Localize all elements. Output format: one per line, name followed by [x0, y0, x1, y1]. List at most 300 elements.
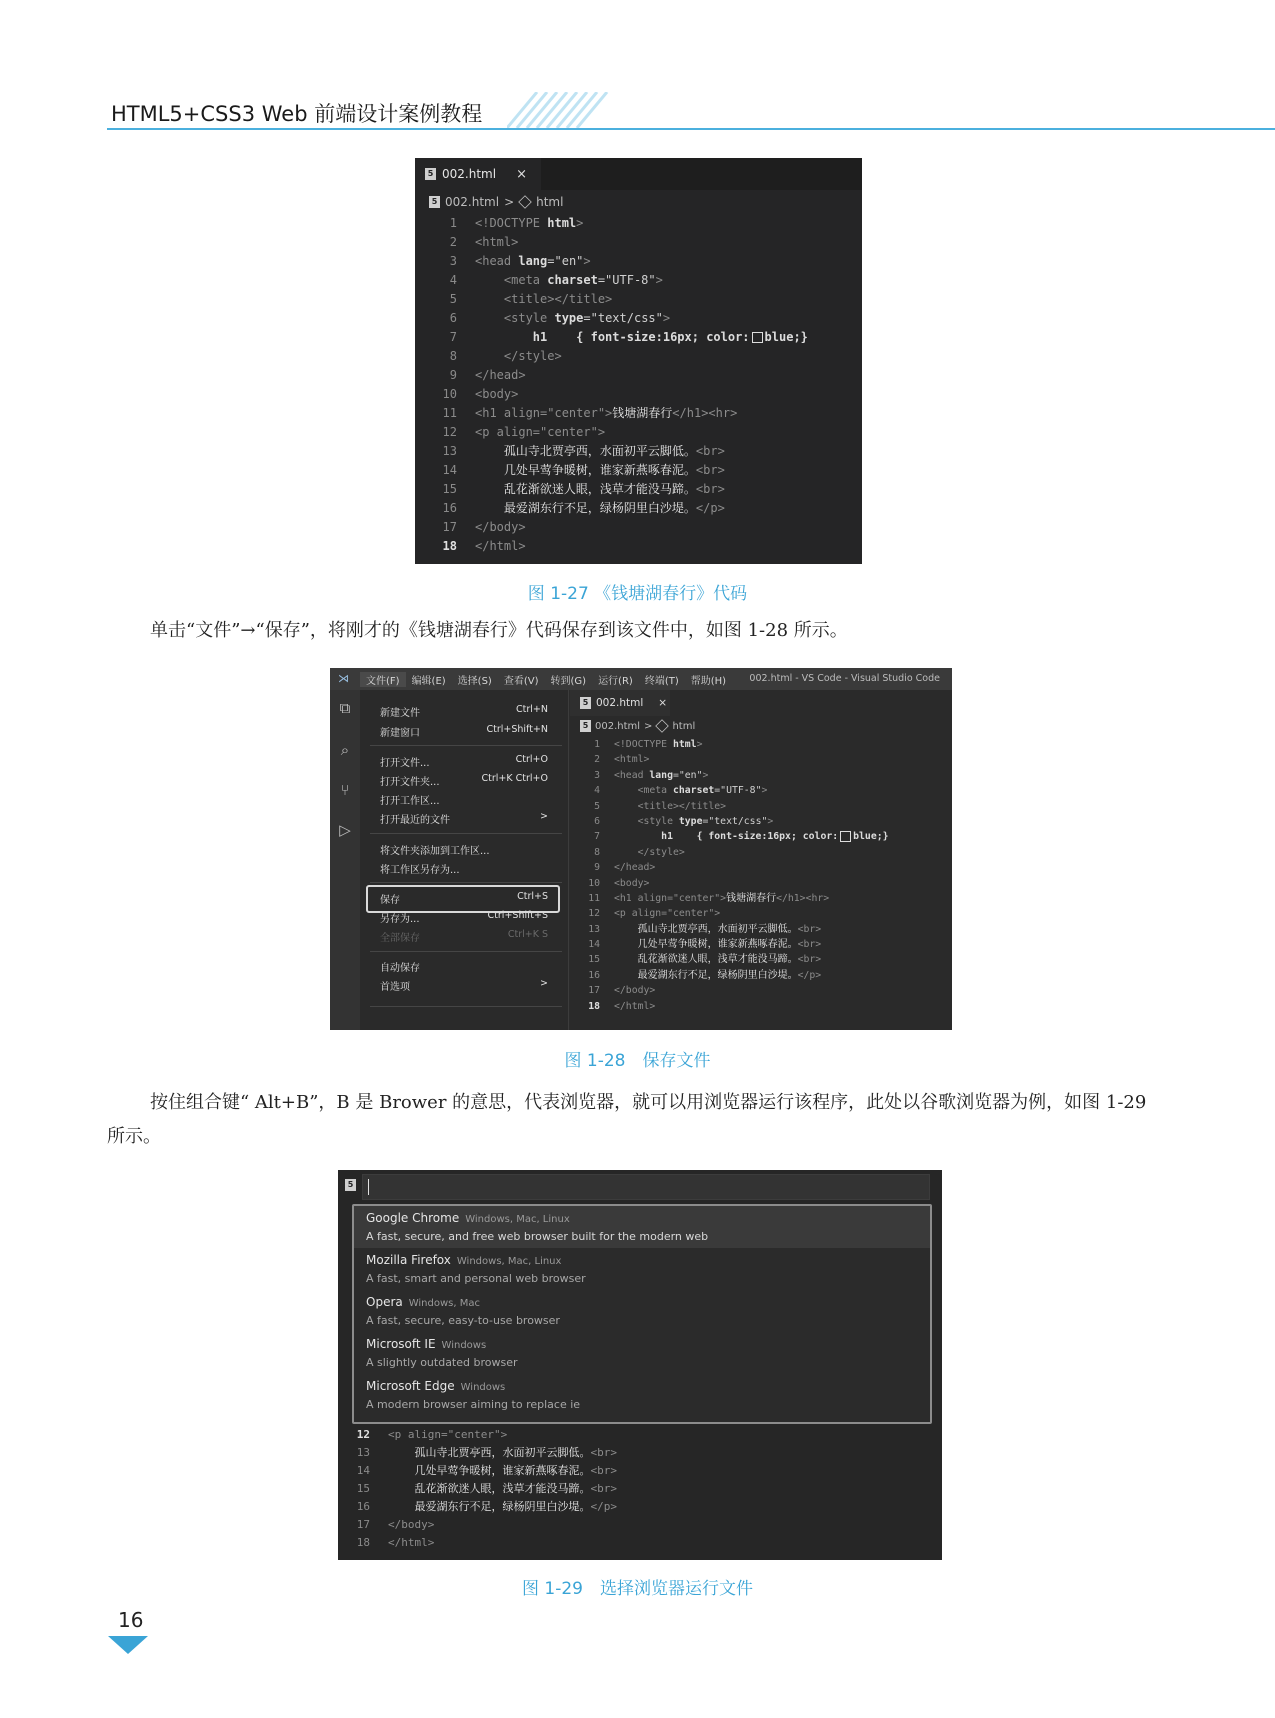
line-number: 15 — [442, 482, 457, 496]
menu-item-label: 新建文件 — [380, 708, 420, 719]
code-lines[interactable] — [570, 737, 889, 1014]
line-number: 16 — [356, 1500, 370, 1513]
code-line[interactable] — [415, 518, 862, 537]
menu-item-label: 全部保存 — [380, 933, 420, 944]
browser-name-text: Microsoft Edge — [366, 1379, 455, 1393]
code-line[interactable] — [415, 423, 862, 442]
code-line[interactable] — [570, 768, 889, 783]
browser-platforms: Windows, Mac, Linux — [456, 1256, 562, 1267]
browser-platforms: Windows — [441, 1340, 487, 1351]
file-menu-item[interactable] — [380, 959, 560, 979]
code-token: ="text/css" — [583, 311, 663, 325]
code-token: lang — [518, 254, 548, 268]
file-menu-item[interactable] — [380, 910, 560, 930]
header-rule — [107, 128, 1275, 130]
menu-item-shortcut: > — [540, 811, 548, 822]
code-lines[interactable] — [415, 214, 862, 556]
line-number: 15 — [588, 954, 600, 966]
browser-description: A fast, smart and personal web browser — [366, 1272, 586, 1285]
menu-item-shortcut: Ctrl+O — [515, 754, 548, 765]
line-number: 7 — [594, 831, 600, 843]
code-token: </style> — [475, 349, 562, 363]
editor-tabbar — [415, 158, 862, 190]
code-token: > — [696, 739, 703, 750]
browser-description: A slightly outdated browser — [366, 1356, 518, 1369]
code-token: html — [547, 216, 577, 230]
code-line[interactable] — [415, 480, 862, 499]
vscode-logo-icon: ⋊ — [338, 672, 349, 685]
code-token — [388, 1464, 415, 1477]
code-line[interactable] — [570, 922, 889, 937]
line-number: 14 — [356, 1464, 370, 1477]
vs-editor — [570, 690, 952, 1030]
code-token: type — [678, 815, 703, 827]
close-icon[interactable]: × — [658, 697, 668, 709]
line-number: 15 — [356, 1482, 370, 1495]
line-number: 11 — [442, 406, 457, 420]
menu-item-shortcut: Ctrl+K Ctrl+O — [481, 773, 548, 784]
code-token: > — [702, 769, 709, 781]
code-token: > — [655, 273, 663, 287]
browser-picker-window — [338, 1170, 942, 1560]
code-token: </style> — [614, 846, 685, 858]
code-line[interactable] — [415, 385, 862, 404]
file-menu-item[interactable] — [380, 929, 560, 949]
editor-tab[interactable] — [570, 690, 670, 716]
code-line[interactable] — [570, 737, 889, 752]
body-paragraph-2: 按住组合键“ Alt+B”，B 是 Brower 的意思，代表浏览器，就可以用浏览器运行该程序，此处以谷歌浏览器为例，如图 1-29 所示。 — [107, 1092, 1147, 1147]
code-line[interactable] — [415, 290, 862, 309]
color-swatch-icon — [752, 332, 763, 343]
code-token: <title></title> — [614, 800, 727, 812]
menubar-item[interactable]: 编辑(E) — [411, 675, 446, 687]
line-number: 17 — [442, 520, 457, 534]
code-line[interactable] — [415, 537, 862, 556]
line-number: 8 — [449, 349, 457, 363]
code-token: > — [662, 311, 671, 325]
code-token: > — [576, 216, 584, 230]
code-token: lang — [649, 769, 673, 781]
menu-item-label: 首选项 — [380, 982, 410, 993]
menu-separator — [370, 1006, 562, 1007]
line-number: 4 — [594, 785, 600, 797]
figure-caption-1-28: 图 1-28 保存文件 — [564, 1051, 711, 1071]
code-token: blue;} — [853, 831, 889, 843]
code-token: 最爱湖东行不足，绿杨阴里白沙堤。 — [414, 1500, 591, 1513]
code-line[interactable] — [570, 829, 889, 844]
code-token: ="en" — [672, 769, 703, 781]
code-token: </p> — [590, 1500, 617, 1513]
file-menu-item[interactable] — [380, 978, 560, 998]
code-line[interactable] — [338, 1516, 617, 1534]
browser-description: A fast, secure, easy-to-use browser — [366, 1314, 560, 1327]
menu-item-shortcut: Ctrl+Shift+S — [487, 910, 548, 921]
menu-item-label: 打开文件... — [380, 758, 430, 769]
code-token: 几处早莺争暖树，谁家新燕啄春泥。 — [637, 939, 798, 951]
code-token — [475, 501, 504, 515]
menu-item-label: 保存 — [380, 895, 400, 906]
code-line[interactable] — [570, 860, 889, 875]
title-bar — [330, 668, 952, 690]
browser-option[interactable] — [354, 1374, 930, 1416]
line-number: 10 — [588, 877, 600, 889]
code-line[interactable] — [415, 347, 862, 366]
line-number: 3 — [449, 254, 457, 268]
code-line[interactable] — [415, 442, 862, 461]
code-token: <title></title> — [475, 292, 613, 306]
code-token: <head — [475, 254, 519, 268]
menu-separator — [370, 745, 562, 746]
browser-name — [366, 1295, 480, 1309]
code-token: 最爱湖东行不足，绿杨阴里白沙堤。 — [637, 969, 798, 981]
code-line[interactable] — [570, 799, 889, 814]
code-token: </body> — [614, 985, 656, 997]
browser-name-text: Mozilla Firefox — [366, 1253, 451, 1267]
html5-icon: 5 — [425, 168, 436, 180]
code-token: </head> — [475, 368, 526, 382]
line-number: 6 — [594, 815, 600, 827]
page-number: 16 — [118, 1608, 144, 1632]
code-token: <br> — [695, 482, 725, 496]
code-line[interactable] — [570, 906, 889, 921]
code-line[interactable] — [338, 1534, 617, 1552]
menu-separator — [370, 951, 562, 952]
code-line[interactable] — [338, 1462, 617, 1480]
code-token — [388, 1482, 415, 1495]
code-token — [475, 444, 504, 458]
code-token: <br> — [695, 463, 725, 477]
breadcrumb-node[interactable]: html — [536, 195, 564, 209]
code-token: <meta — [614, 785, 673, 797]
line-number: 13 — [588, 923, 600, 935]
menu-item-label: 打开最近的文件 — [380, 815, 450, 826]
run-debug-icon[interactable]: ▷ — [339, 821, 351, 839]
code-token: 最爱湖东行不足，绿杨阴里白沙堤。 — [503, 501, 696, 515]
file-menu-item[interactable] — [380, 842, 560, 862]
code-token: <!DOCTYPE — [475, 216, 548, 230]
line-number: 7 — [449, 330, 457, 344]
window-title: 002.html - VS Code - Visual Studio Code — [749, 673, 940, 684]
code-token: <p align="center"> — [614, 908, 721, 920]
code-token: 几处早莺争暖树，谁家新燕啄春泥。 — [503, 463, 696, 477]
breadcrumb-separator: > — [644, 720, 653, 732]
code-token: 钱塘湖春行 — [726, 892, 777, 904]
explorer-icon[interactable]: ⧉ — [339, 699, 351, 717]
menu-item-label: 将工作区另存为... — [380, 865, 460, 876]
color-swatch-icon — [840, 831, 851, 842]
file-menu-item[interactable] — [380, 724, 560, 744]
code-token: <body> — [614, 877, 650, 889]
browser-platforms: Windows, Mac, Linux — [465, 1214, 570, 1225]
code-token: > — [583, 254, 591, 268]
code-token: charset — [672, 785, 715, 797]
menubar-item[interactable]: 运行(R) — [598, 675, 633, 687]
file-menu-item[interactable] — [380, 773, 560, 793]
code-token: <html> — [475, 235, 519, 249]
code-token: blue;} — [764, 330, 808, 344]
code-line[interactable] — [338, 1444, 617, 1462]
browser-description: A modern browser aiming to replace ie — [366, 1398, 581, 1411]
code-line[interactable] — [415, 366, 862, 385]
code-line[interactable] — [570, 783, 889, 798]
file-menu-item[interactable] — [380, 811, 560, 831]
search-icon[interactable]: ⌕ — [340, 741, 350, 759]
code-token: h1 { font-size:16px; color: — [614, 831, 839, 843]
line-number: 10 — [442, 387, 457, 401]
line-number: 18 — [356, 1536, 370, 1549]
code-token: <style — [475, 311, 555, 325]
file-menu-item[interactable] — [380, 861, 560, 881]
breadcrumb-file[interactable]: 002.html — [445, 195, 500, 209]
file-menu — [360, 690, 569, 1030]
code-token: html — [672, 739, 697, 750]
code-token: <head — [614, 769, 650, 781]
html5-icon: 5 — [580, 697, 591, 709]
menubar-item[interactable]: 文件(F) — [360, 672, 406, 687]
code-token: > — [767, 815, 774, 827]
line-number: 17 — [588, 985, 600, 997]
html5-icon: 5 — [429, 196, 440, 208]
browser-name-text: Opera — [366, 1295, 403, 1309]
line-number: 16 — [442, 501, 457, 515]
line-number: 9 — [594, 862, 600, 874]
code-token: </body> — [475, 520, 526, 534]
code-token: 乱花渐欲迷人眼，浅草才能没马蹄。 — [503, 482, 696, 496]
menubar-item[interactable]: 终端(T) — [644, 675, 679, 687]
code-token: h1 { font-size:16px; color: — [475, 330, 750, 344]
breadcrumb — [429, 195, 563, 209]
code-token: charset — [547, 273, 598, 287]
code-line[interactable] — [570, 891, 889, 906]
line-number: 6 — [449, 311, 457, 325]
code-line[interactable] — [415, 328, 862, 347]
menubar-item[interactable]: 帮助(H) — [690, 675, 727, 687]
code-token: <p align="center"> — [388, 1428, 508, 1441]
text-caret — [368, 1179, 369, 1195]
line-number: 1 — [594, 739, 600, 750]
code-token: <br> — [590, 1482, 617, 1495]
code-editor-fig27 — [415, 158, 862, 564]
code-line[interactable] — [570, 752, 889, 767]
line-number: 9 — [449, 368, 457, 382]
code-token: <!DOCTYPE — [614, 739, 673, 750]
symbol-element-icon — [656, 719, 670, 733]
code-token: <html> — [614, 754, 650, 766]
code-token: <h1 align="center"> — [614, 892, 727, 904]
code-line[interactable] — [570, 968, 889, 983]
menu-item-shortcut: Ctrl+N — [516, 704, 548, 715]
source-control-icon[interactable]: ⑂ — [340, 781, 350, 799]
menu-separator — [370, 882, 562, 883]
code-token — [475, 463, 504, 477]
line-number: 16 — [588, 969, 600, 981]
browser-platforms: Windows — [460, 1382, 506, 1393]
code-line[interactable] — [415, 461, 862, 480]
line-number: 18 — [588, 1000, 600, 1012]
menu-item-label: 将文件夹添加到工作区... — [380, 846, 490, 857]
code-token: 乱花渐欲迷人眼，浅草才能没马蹄。 — [414, 1482, 591, 1495]
line-number: 18 — [442, 539, 457, 553]
code-line[interactable] — [415, 309, 862, 328]
code-line[interactable] — [570, 999, 889, 1014]
code-token: </html> — [388, 1536, 435, 1549]
figure-caption-1-27: 图 1-27 《钱塘湖春行》代码 — [527, 584, 748, 604]
code-token: 孤山寺北贾亭西，水面初平云脚低。 — [414, 1446, 591, 1459]
browser-name-text: Google Chrome — [366, 1211, 460, 1225]
browser-name — [366, 1211, 570, 1225]
code-line[interactable] — [338, 1426, 617, 1444]
code-lines[interactable] — [338, 1426, 617, 1552]
code-token: ="en" — [547, 254, 584, 268]
code-line[interactable] — [570, 952, 889, 967]
menu-item-shortcut: > — [540, 978, 548, 989]
code-token: </h1><hr> — [776, 892, 830, 904]
code-line[interactable] — [415, 252, 862, 271]
code-token: <br> — [590, 1464, 617, 1477]
menubar-item[interactable]: 选择(S) — [457, 675, 492, 687]
menu-item-label: 自动保存 — [380, 963, 420, 974]
code-token: </p> — [797, 969, 822, 981]
menu-item-label: 另存为... — [380, 914, 420, 925]
code-token — [614, 939, 638, 950]
header-stripes-decoration — [507, 92, 697, 128]
line-number: 11 — [588, 892, 600, 904]
line-number: 17 — [356, 1518, 370, 1531]
page-marker-triangle — [108, 1636, 148, 1654]
browser-name — [366, 1379, 505, 1393]
menubar-item[interactable]: 查看(V) — [503, 675, 539, 687]
code-line[interactable] — [570, 937, 889, 952]
line-number: 1 — [449, 216, 457, 230]
code-token: ="UTF-8" — [597, 273, 656, 287]
menubar-item[interactable]: 转到(G) — [550, 675, 587, 687]
editor-tab[interactable] — [415, 158, 541, 190]
menu-item-shortcut: Ctrl+S — [517, 891, 548, 902]
code-token: 乱花渐欲迷人眼，浅草才能没马蹄。 — [637, 954, 798, 966]
code-token: 孤山寺北贾亭西，水面初平云脚低。 — [503, 444, 696, 458]
code-token: <style — [614, 815, 679, 827]
quick-pick-input[interactable] — [362, 1174, 930, 1200]
menu-bar — [360, 668, 732, 690]
code-token: <br> — [797, 939, 822, 951]
breadcrumb — [580, 720, 695, 732]
code-token: ="text/css" — [702, 815, 768, 827]
code-token — [614, 970, 638, 981]
code-token — [614, 954, 638, 965]
code-token: <br> — [695, 444, 725, 458]
code-token: </p> — [695, 501, 725, 515]
line-number: 12 — [588, 908, 600, 920]
file-menu-item[interactable] — [380, 754, 560, 774]
line-number: 5 — [449, 292, 457, 306]
tab-label: 002.html — [596, 697, 644, 709]
breadcrumb-node[interactable]: html — [672, 720, 696, 732]
code-token: 钱塘湖春行 — [612, 406, 673, 420]
code-token — [614, 924, 638, 935]
code-token: <br> — [590, 1446, 617, 1459]
symbol-element-icon — [518, 195, 532, 209]
save-highlight-box — [366, 885, 560, 913]
browser-name — [366, 1337, 486, 1351]
code-token: 几处早莺争暖树，谁家新燕啄春泥。 — [414, 1464, 591, 1477]
line-number: 2 — [594, 754, 600, 766]
browser-option[interactable] — [354, 1290, 930, 1332]
code-token: type — [554, 311, 584, 325]
file-menu-item[interactable] — [380, 704, 560, 724]
code-line[interactable] — [570, 983, 889, 998]
line-number: 14 — [442, 463, 457, 477]
menu-item-shortcut: Ctrl+Shift+N — [486, 724, 548, 735]
close-icon[interactable]: × — [516, 166, 527, 182]
code-line[interactable] — [338, 1498, 617, 1516]
activity-bar — [330, 690, 360, 1030]
breadcrumb-separator: > — [504, 195, 515, 209]
tab-label: 002.html — [442, 167, 497, 181]
menu-item-label: 新建窗口 — [380, 728, 420, 739]
book-title: HTML5+CSS3 Web 前端设计案例教程 — [111, 102, 483, 126]
browser-list — [352, 1204, 932, 1424]
html5-icon: 5 — [345, 1179, 356, 1191]
browser-description: A fast, secure, and free web browser built for the modern web — [366, 1230, 709, 1243]
line-number: 8 — [594, 846, 600, 858]
code-token: <h1 align="center"> — [475, 406, 613, 420]
code-line[interactable] — [570, 876, 889, 891]
breadcrumb-file[interactable]: 002.html — [595, 720, 641, 732]
code-token: 孤山寺北贾亭西，水面初平云脚低。 — [637, 923, 798, 935]
code-token: ="UTF-8" — [714, 785, 762, 797]
code-token: > — [761, 785, 768, 797]
code-line[interactable] — [570, 845, 889, 860]
code-line[interactable] — [415, 214, 862, 233]
body-paragraph-1: 单击“文件”→“保存”，将刚才的《钱塘湖春行》代码保存到该文件中，如图 1-28 所示。 — [150, 620, 848, 641]
browser-platforms: Windows, Mac — [408, 1298, 480, 1309]
line-number: 2 — [449, 235, 457, 249]
browser-name-text: Microsoft IE — [366, 1337, 436, 1351]
browser-option[interactable] — [354, 1206, 930, 1248]
code-token: </body> — [388, 1518, 435, 1531]
code-token: <meta — [475, 273, 548, 287]
code-line[interactable] — [338, 1480, 617, 1498]
line-number: 5 — [594, 800, 600, 812]
code-line[interactable] — [415, 271, 862, 290]
code-token: <body> — [475, 387, 519, 401]
browser-name — [366, 1253, 561, 1267]
menu-item-label: 打开文件夹... — [380, 777, 440, 788]
code-token: </html> — [475, 539, 526, 553]
browser-option[interactable] — [354, 1248, 930, 1290]
browser-option[interactable] — [354, 1332, 930, 1374]
line-number: 14 — [588, 939, 600, 951]
vscode-window — [330, 668, 952, 1030]
running-header — [107, 92, 1275, 130]
line-number: 4 — [449, 273, 457, 287]
code-token: <p align="center"> — [475, 425, 606, 439]
menu-item-label: 打开工作区... — [380, 796, 440, 807]
menu-separator — [370, 833, 562, 834]
code-line[interactable] — [415, 404, 862, 423]
code-line[interactable] — [570, 814, 889, 829]
html5-icon: 5 — [580, 720, 591, 732]
code-token: </html> — [614, 1000, 656, 1012]
line-number: 13 — [356, 1446, 370, 1459]
figure-caption-1-29: 图 1-29 选择浏览器运行文件 — [522, 1579, 753, 1599]
menu-item-shortcut: Ctrl+K S — [507, 929, 548, 940]
code-line[interactable] — [415, 499, 862, 518]
code-token: </h1><hr> — [672, 406, 738, 420]
code-line[interactable] — [415, 233, 862, 252]
file-menu-item[interactable] — [380, 792, 560, 812]
code-token — [388, 1500, 415, 1513]
